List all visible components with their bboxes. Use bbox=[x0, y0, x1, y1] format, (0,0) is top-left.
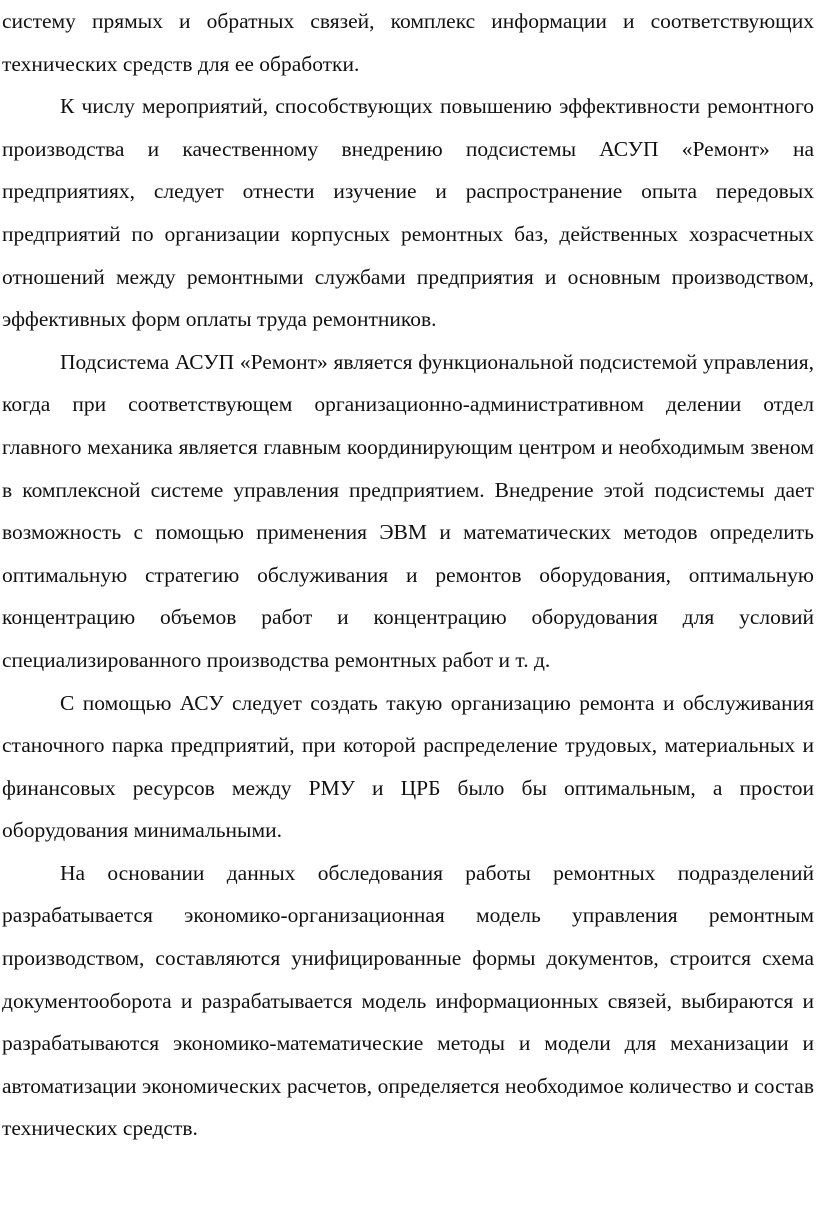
paragraph-continuation: систему прямых и обратных связей, комплекс информации и соответствующих технических средств для ее обработки. bbox=[2, 9, 814, 76]
paragraph-survey-model: На основании данных обследования работы ремонтных подразделений разрабатывается экономико-организационная модель управления ремонтным производством, составляются унифицированные формы документов, строится схема документооборота и разрабатывается модель информационных связей, выбираются и разрабатываются экономико-математические методы и модели для механизации и автоматизации экономических расчетов, определяется необходимое количество и состав технических средств. bbox=[2, 860, 814, 1141]
document-body bbox=[2, 0, 814, 1150]
paragraph-subsystem: Подсистема АСУП «Ремонт» является функциональной подсистемой управления, когда при соответствующем организационно-административном делении отдел главного механика является главным координирующим центром и необходимым звеном в комплексной системе управления предприятием. Внедрение этой подсистемы дает возможность с помощью применения ЭВМ и математических методов определить оптимальную стратегию обслуживания и ремонтов оборудования, оптимальную концентрацию объемов работ и концентрацию оборудования для условий специализированного производства ремонтных работ и т. д. bbox=[2, 349, 814, 672]
paragraph-measures: К числу мероприятий, способствующих повышению эффективности ремонтного производства и качественному внедрению подсистемы АСУП «Ремонт» на предприятиях, следует отнести изучение и распространение опыта передовых предприятий по организации корпусных ремонтных баз, действенных хозрасчетных отношений между ремонтными службами предприятия и основным производством, эффективных форм оплаты труда ремонтников. bbox=[2, 94, 814, 332]
paragraph-asu-organization: С помощью АСУ следует создать такую организацию ремонта и обслуживания станочного парка предприятий, при которой распределение трудовых, материальных и финансовых ресурсов между РМУ и ЦРБ было бы оптимальным, а простои оборудования минимальными. bbox=[2, 690, 814, 843]
